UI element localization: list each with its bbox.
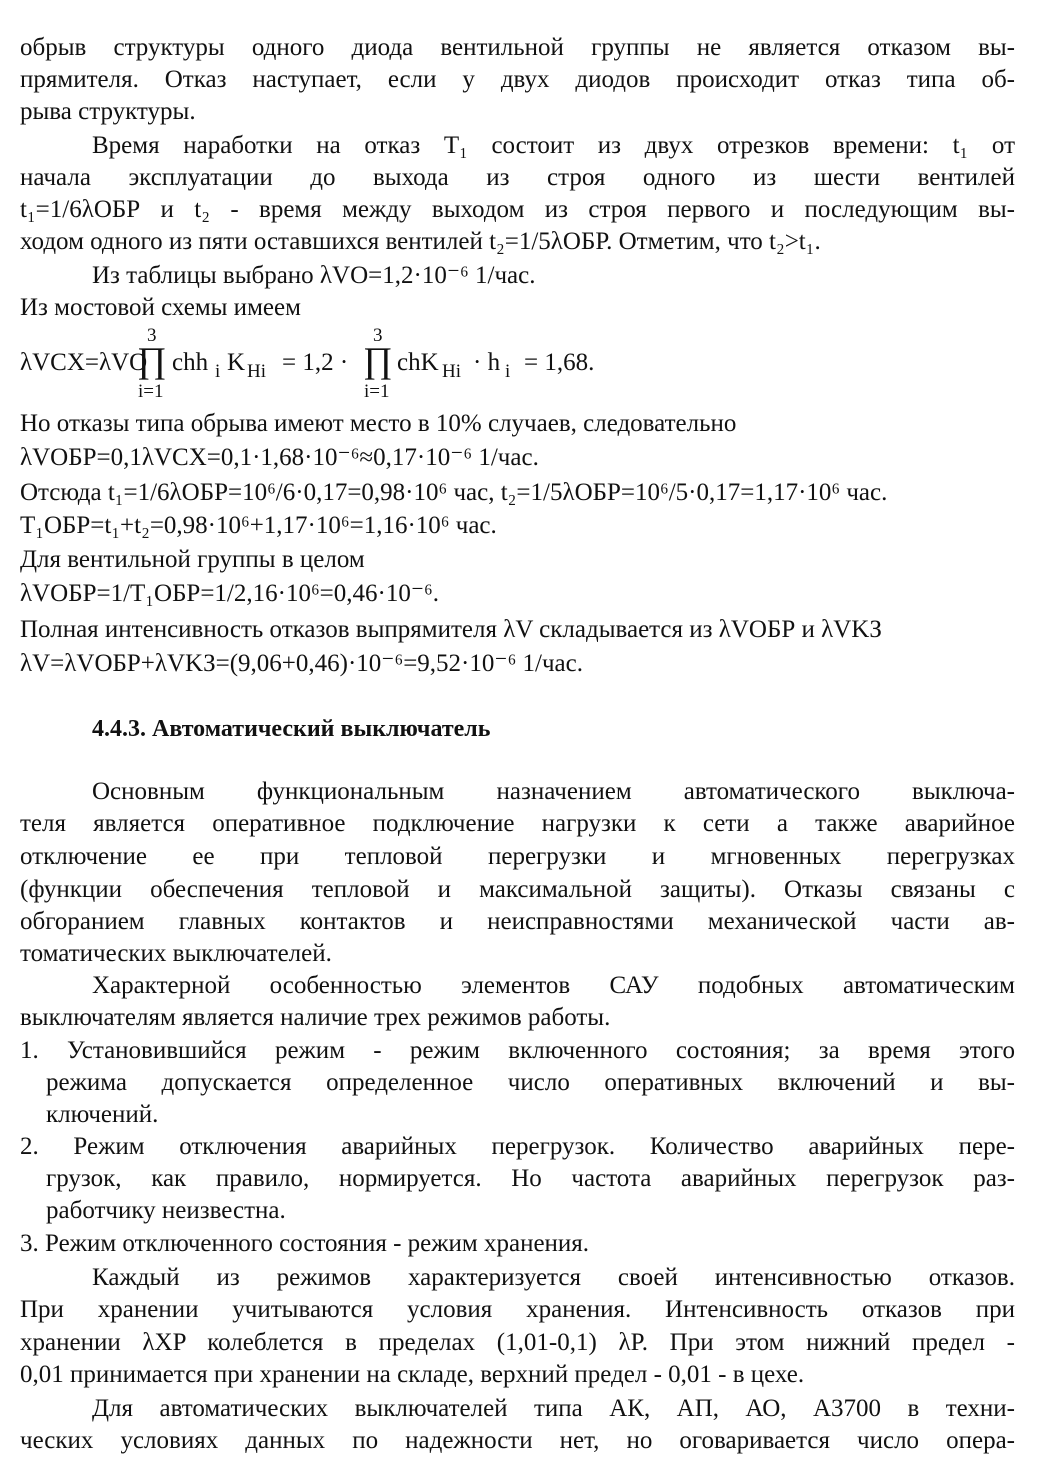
formula-sub: Hi	[442, 361, 461, 382]
formula-prod-top: 3	[373, 325, 383, 346]
text-line: Из таблицы выбрано λVO=1,2·10⁻⁶ 1/час.	[92, 262, 536, 289]
section-heading: 4.4.3. Автоматический выключатель	[92, 716, 491, 742]
text-line: ходом одного из пяти оставшихся вентилей t₂=1/5λОБР. Отметим, что t₂>t₁.	[20, 228, 821, 255]
text-line: начала эксплуатации до выхода из строя одного из шести вентилей	[20, 164, 1015, 191]
text-line: Для вентильной группы в целом	[20, 546, 365, 573]
formula-term: chK	[397, 349, 439, 376]
text-line: отключение ее при тепловой перегрузки и мгновенных перегрузках	[20, 843, 1015, 870]
formula-term: K	[227, 349, 246, 376]
text-line: При хранении учитываются условия хранения. Интенсивность отказов при	[20, 1296, 1015, 1323]
text-line: томатических выключателей.	[20, 940, 332, 967]
formula-prod-bottom: i=1	[364, 381, 390, 402]
formula-lhs: λVCX=λVO	[20, 349, 148, 376]
text-line: хранении λXP колеблется в пределах (1,01-0,1) λP. При этом нижний предел -	[20, 1329, 1015, 1356]
formula-eq: = 1,2 ·	[282, 349, 349, 376]
text-line: обрыв структуры одного диода вентильной группы не является отказом вы-	[20, 34, 1015, 61]
formula-term: · h	[473, 349, 501, 376]
text-line: Полная интенсивность отказов выпрямителя λV складывается из λVОБР и λVKЗ	[20, 616, 882, 643]
formula-prod-top: 3	[147, 325, 157, 346]
list-item-continuation: работчику неизвестна.	[46, 1197, 286, 1224]
text-line: Для автоматических выключателей типа АК, АП, АО, А3700 в техни-	[92, 1395, 1015, 1422]
text-line: рыва структуры.	[20, 98, 196, 125]
formula-prod-bottom: i=1	[138, 381, 164, 402]
text-line: Характерной особенностью элементов САУ подобных автоматическим	[92, 972, 1015, 999]
text-line: прямителя. Отказ наступает, если у двух диодов происходит отказ типа об-	[20, 66, 1015, 93]
list-item: 3. Режим отключенного состояния - режим хранения.	[20, 1230, 590, 1257]
text-line: t₁=1/6λОБР и t₂ - время между выходом из строя первого и последующим вы-	[20, 196, 1015, 223]
text-line: Время наработки на отказ T₁ состоит из двух отрезков времени: t₁ от	[92, 132, 1015, 159]
list-item-continuation: грузок, как правило, нормируется. Но частота аварийных перегрузок раз-	[46, 1165, 1015, 1192]
text-line: λVОБР=1/T₁ОБР=1/2,16·10⁶=0,46·10⁻⁶.	[20, 580, 440, 607]
text-line: λV=λVОБР+λVKЗ=(9,06+0,46)·10⁻⁶=9,52·10⁻⁶ 1/час.	[20, 650, 584, 677]
product-symbol: ∏	[137, 340, 167, 380]
text-line: Отсюда t₁=1/6λОБР=10⁶/6·0,17=0,98·10⁶ час, t₂=1/5λОБР=10⁶/5·0,17=1,17·10⁶ час.	[20, 479, 888, 506]
text-line: ческих условиях данных по надежности нет, но оговаривается число опера-	[20, 1427, 1015, 1454]
list-item-continuation: режима допускается определенное число оперативных включений и вы-	[46, 1069, 1015, 1096]
text-line: обгоранием главных контактов и неисправностями механической части ав-	[20, 908, 1015, 935]
list-item: 1. Установившийся режим - режим включенного состояния; за время этого	[20, 1037, 1015, 1064]
text-line: (функции обеспечения тепловой и максимальной защиты). Отказы связаны с	[20, 876, 1015, 903]
list-item: 2. Режим отключения аварийных перегрузок. Количество аварийных пере-	[20, 1133, 1015, 1160]
text-line: Основным функциональным назначением автоматического выключа-	[92, 778, 1015, 805]
formula-term: chh	[172, 349, 209, 376]
text-line: λVОБР=0,1λVCX=0,1·1,68·10⁻⁶≈0,17·10⁻⁶ 1/час.	[20, 444, 539, 471]
text-line: Но отказы типа обрыва имеют место в 10% случаев, следовательно	[20, 410, 737, 437]
formula-sub: Hi	[247, 361, 266, 382]
list-item-continuation: ключений.	[46, 1101, 159, 1128]
text-line: Каждый из режимов характеризуется своей интенсивностью отказов.	[92, 1264, 1015, 1291]
formula-sub: i	[505, 361, 511, 382]
product-symbol: ∏	[363, 340, 393, 380]
text-line: T₁ОБР=t₁+t₂=0,98·10⁶+1,17·10⁶=1,16·10⁶ час.	[20, 512, 497, 539]
formula-result: = 1,68.	[524, 349, 595, 376]
formula-sub: i	[215, 361, 221, 382]
text-line: выключателям является наличие трех режимов работы.	[20, 1004, 611, 1031]
text-line: Из мостовой схемы имеем	[20, 294, 301, 321]
formula	[20, 325, 720, 403]
text-line: теля является оперативное подключение нагрузки к сети а также аварийное	[20, 810, 1015, 837]
text-line: 0,01 принимается при хранении на складе, верхний предел - 0,01 - в цехе.	[20, 1361, 805, 1388]
